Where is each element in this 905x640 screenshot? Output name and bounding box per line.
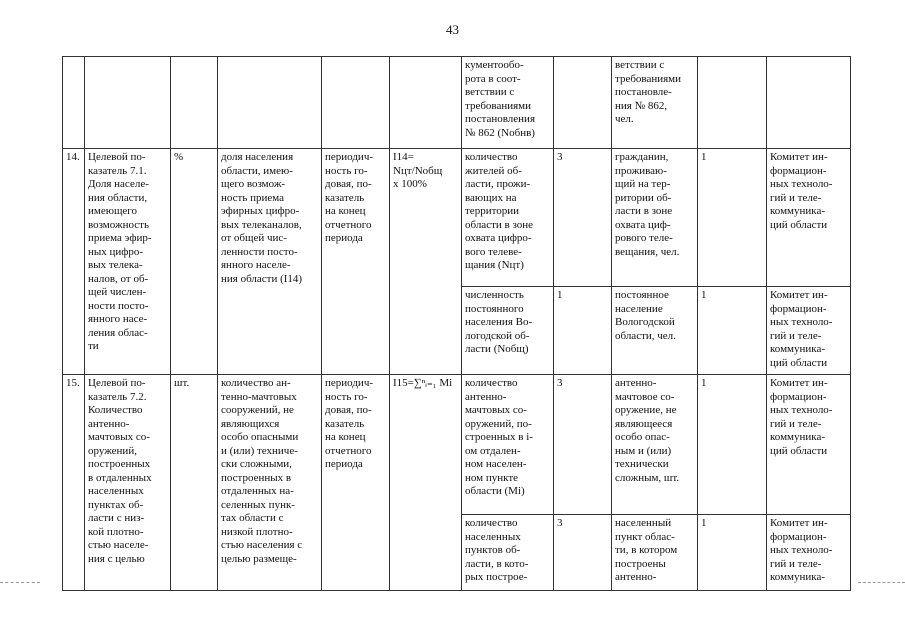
cont-indicator xyxy=(85,57,171,149)
observation-object: гражданин, проживаю- щий на тер- ритории об- ласти в зоне охвата циф- рового теле- вещания, чел. xyxy=(612,149,698,287)
cont-method xyxy=(554,57,612,149)
responsible: Комитет ин- формацион- ных техноло- гий и теле- коммуника- ций области xyxy=(767,375,851,515)
collection-method: 3 xyxy=(554,515,612,591)
continuation-row xyxy=(63,57,851,149)
cont-object: ветствии с требованиями постановле- ния № 862, чел. xyxy=(612,57,698,149)
coverage: 1 xyxy=(698,515,767,591)
cont-definition xyxy=(218,57,322,149)
coverage: 1 xyxy=(698,375,767,515)
formula: I15=∑ⁿᵢ₌₁ Mi xyxy=(390,375,462,591)
unit: шт. xyxy=(171,375,218,591)
coverage: 1 xyxy=(698,149,767,287)
periodicity: периодич- ность го- довая, по- казатель на конец отчетного периода xyxy=(322,149,390,375)
basic-indicator: количество антенно- мачтовых со- оружений, по- строенных в i- ом отдален- ном населен- ном пункте области (Mi) xyxy=(462,375,554,515)
definition: количество ан- тенно-мачтовых сооружений, не являющихся особо опасными и (или) техниче- ски сложными, построенных в отдаленных на- селенных пунк- тах области с низкой плотно- стью населения с целью размеще- xyxy=(218,375,322,591)
indicator-name: Целевой по- казатель 7.2. Количество антенно- мачтовых со- оружений, построенных в отдаленных населенных пунктах об- ласти с низ- кой плотно- стью населе- ния с целью xyxy=(85,375,171,591)
scan-edge-left xyxy=(0,582,40,583)
definition: доля населения области, имею- щего возмож- ность приема эфирных цифро- вых телеканалов, от общей чис- ленности посто- янного населе- ния области (I14) xyxy=(218,149,322,375)
row-number: 15. xyxy=(63,375,85,591)
table-row xyxy=(63,149,851,287)
table-row xyxy=(63,375,851,515)
collection-method: 1 xyxy=(554,287,612,375)
responsible: Комитет ин- формацион- ных техноло- гий и теле- коммуника- ций области xyxy=(767,287,851,375)
observation-object: населенный пункт облас- ти, в котором построены антенно- xyxy=(612,515,698,591)
observation-object: постоянное население Вологодской области, чел. xyxy=(612,287,698,375)
formula: I14= Nцт/Nобщ x 100% xyxy=(390,149,462,375)
indicators-table xyxy=(62,56,851,591)
indicator-name: Целевой по- казатель 7.1. Доля населе- ния области, имеющего возможность приема эфир- ных цифро- вых телека- налов, от об- щей числен- ности посто- янного насе- ления облас- ти xyxy=(85,149,171,375)
cont-num xyxy=(63,57,85,149)
periodicity: периодич- ность го- довая, по- казатель на конец отчетного периода xyxy=(322,375,390,591)
cont-coverage xyxy=(698,57,767,149)
basic-indicator: количество жителей об- ласти, прожи- вающих на территории области в зоне охвата цифро- вого телеве- щания (Nцт) xyxy=(462,149,554,287)
scan-edge-right xyxy=(858,582,905,583)
cont-basic-indicator: кументообо- рота в соот- ветствии с требованиями постановления № 862 (Nобнв) xyxy=(462,57,554,149)
cont-unit xyxy=(171,57,218,149)
cont-responsible xyxy=(767,57,851,149)
page-number: 43 xyxy=(446,22,459,37)
cont-periodicity xyxy=(322,57,390,149)
responsible: Комитет ин- формацион- ных техноло- гий и теле- коммуника- xyxy=(767,515,851,591)
observation-object: антенно- мачтовое со- оружение, не являющееся особо опас- ным и (или) технически сложным, шт. xyxy=(612,375,698,515)
responsible: Комитет ин- формацион- ных техноло- гий и теле- коммуника- ций области xyxy=(767,149,851,287)
row-number: 14. xyxy=(63,149,85,375)
basic-indicator: количество населенных пунктов об- ласти, в кото- рых построе- xyxy=(462,515,554,591)
basic-indicator: численность постоянного населения Во- логодской об- ласти (Nобщ) xyxy=(462,287,554,375)
collection-method: 3 xyxy=(554,149,612,287)
collection-method: 3 xyxy=(554,375,612,515)
cont-formula xyxy=(390,57,462,149)
coverage: 1 xyxy=(698,287,767,375)
unit: % xyxy=(171,149,218,375)
